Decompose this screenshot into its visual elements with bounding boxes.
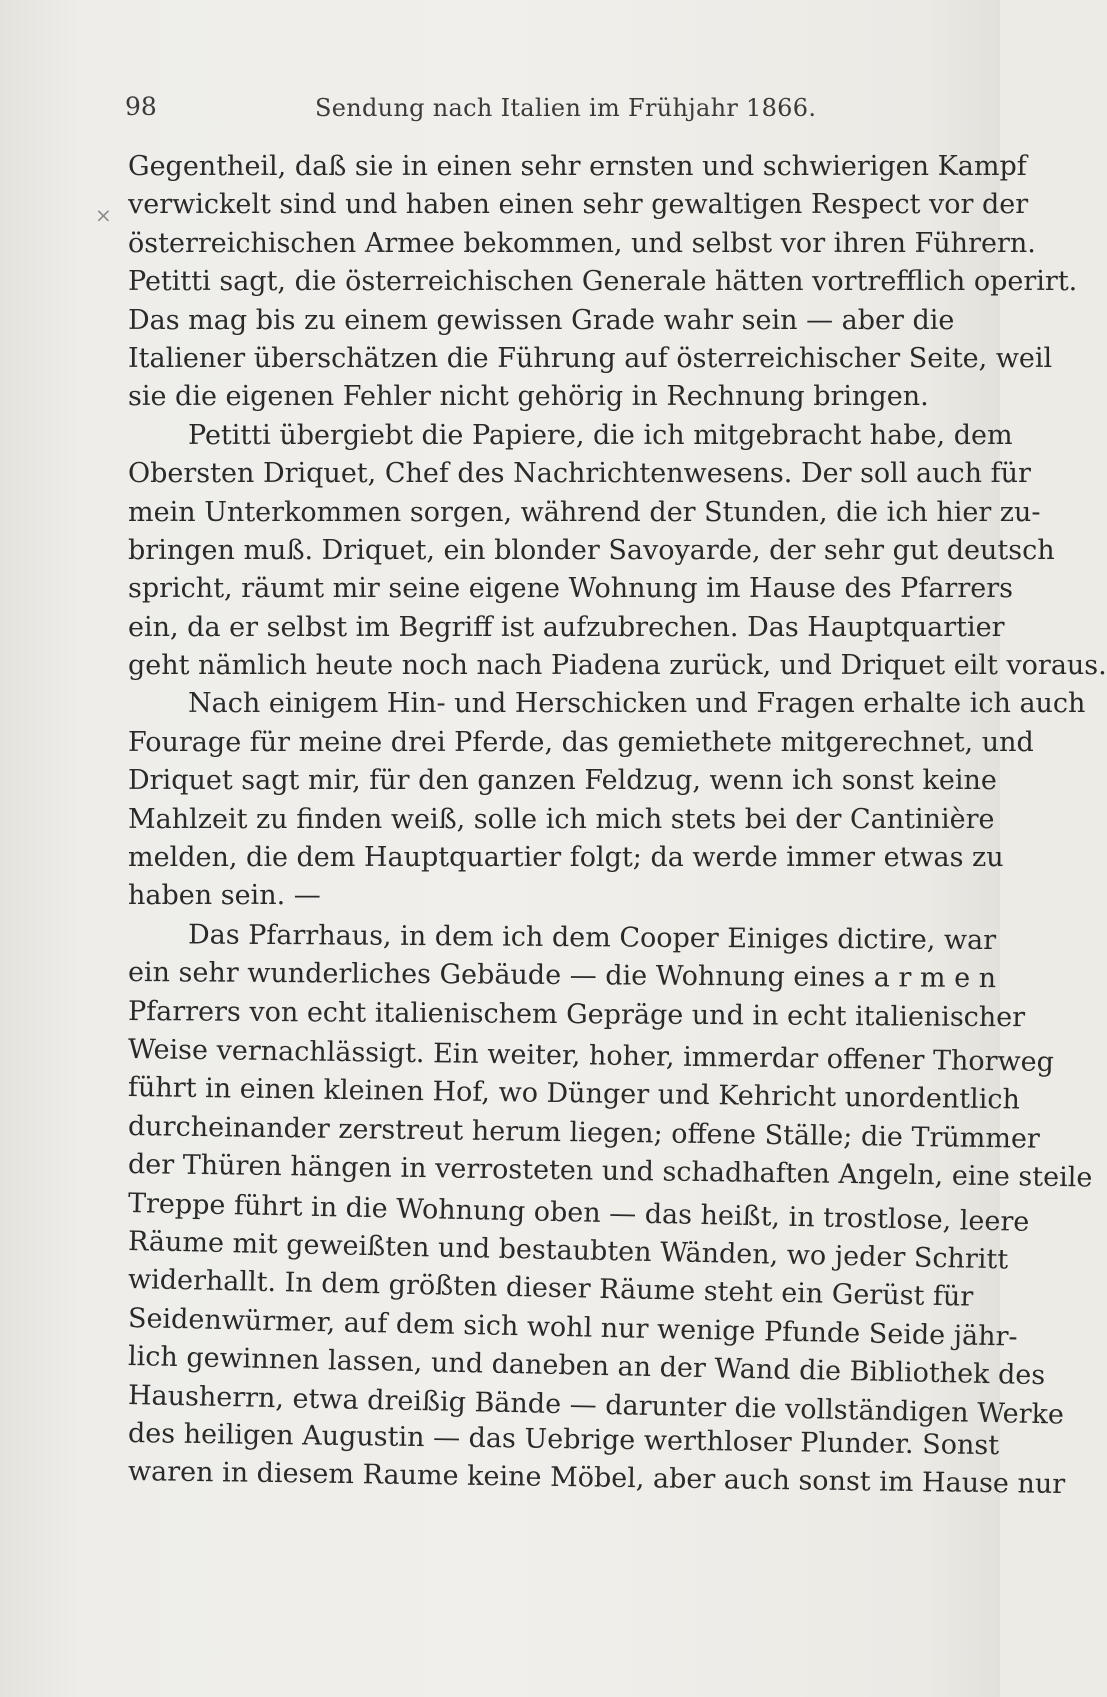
- margin-mark: ×: [95, 203, 112, 227]
- text-line: geht nämlich heute noch nach Piadena zurück, und Driquet eilt voraus.: [128, 650, 1107, 682]
- text-line: Seidenwürmer, auf dem sich wohl nur wenige Pfunde Seide jähr-: [127, 1302, 1018, 1353]
- text-line: durcheinander zerstreut herum liegen; offene Ställe; die Trümmer: [127, 1110, 1041, 1155]
- text-line: waren in diesem Raume keine Möbel, aber auch sonst im Hause nur: [127, 1456, 1066, 1501]
- text-line: bringen muß. Driquet, ein blonder Savoyarde, der sehr gut deutsch: [128, 534, 1055, 566]
- text-line: Petitti sagt, die österreichischen Generale hätten vortrefflich operirt.: [128, 266, 1078, 298]
- text-line: Driquet sagt mir, für den ganzen Feldzug, wenn ich sonst keine: [128, 765, 997, 797]
- text-line: führt in einen kleinen Hof, wo Dünger und Kehricht unordentlich: [127, 1072, 1021, 1116]
- text-line: Obersten Driquet, Chef des Nachrichtenwesens. Der soll auch für: [128, 458, 1031, 490]
- text-line: Das mag bis zu einem gewissen Grade wahr sein — aber die: [128, 304, 955, 336]
- text-line: der Thüren hängen in verrosteten und schadhaften Angeln, eine steile: [127, 1149, 1093, 1194]
- text-line: Gegentheil, daß sie in einen sehr ernsten und schwierigen Kampf: [128, 151, 1027, 182]
- text-line: Nach einigem Hin- und Herschicken und Fragen erhalte ich auch: [188, 688, 1086, 720]
- text-line: sie die eigenen Fehler nicht gehörig in Rechnung bringen.: [128, 381, 929, 413]
- text-line: Räume mit geweißten und bestaubten Wänden, wo jeder Schritt: [127, 1225, 1009, 1276]
- running-head: Sendung nach Italien im Frühjahr 1866.: [315, 94, 817, 122]
- text-line: Pfarrers von echt italienischem Gepräge und in echt italienischer: [127, 995, 1026, 1033]
- text-line: melden, die dem Hauptquartier folgt; da werde immer etwas zu: [128, 842, 1004, 874]
- text-line: Hausherrn, etwa dreißig Bände — darunter die vollständigen Werke: [127, 1379, 1065, 1431]
- text-line: widerhallt. In dem größten dieser Räume steht ein Gerüst für: [127, 1264, 974, 1314]
- page-number: 98: [125, 92, 157, 121]
- text-line: Treppe führt in die Wohnung oben — das heißt, in trostlose, leere: [127, 1187, 1030, 1238]
- text-line: haben sein. —: [128, 880, 321, 912]
- page-header: [125, 92, 960, 132]
- text-line: ein sehr wunderliches Gebäude — die Wohnung eines a r m e n: [127, 957, 997, 995]
- text-line: österreichischen Armee bekommen, und selbst vor ihren Führern.: [128, 227, 1036, 259]
- text-line: Weise vernachlässigt. Ein weiter, hoher, immerdar offener Thorweg: [127, 1033, 1055, 1078]
- text-line: ein, da er selbst im Begriff ist aufzubrechen. Das Hauptquartier: [128, 611, 1005, 643]
- text-line: mein Unterkommen sorgen, während der Stunden, die ich hier zu-: [128, 496, 1041, 528]
- text-line: Das Pfarrhaus, in dem ich dem Cooper Einiges dictire, war: [187, 919, 997, 956]
- text-line: des heiligen Augustin — das Uebrige werthloser Plunder. Sonst: [127, 1417, 1000, 1462]
- body-text: [127, 148, 1107, 1501]
- text-line: spricht, räumt mir seine eigene Wohnung im Hause des Pfarrers: [128, 573, 1013, 605]
- text-line: Petitti übergiebt die Papiere, die ich mitgebracht habe, dem: [188, 419, 1013, 451]
- text-line: Fourage für meine drei Pferde, das gemiethete mitgerechnet, und: [128, 726, 1034, 758]
- text-line: Mahlzeit zu finden weiß, solle ich mich stets bei der Cantinière: [128, 803, 995, 835]
- text-line: verwickelt sind und haben einen sehr gewaltigen Respect vor der: [128, 189, 1029, 221]
- text-line: Italiener überschätzen die Führung auf österreichischer Seite, weil: [128, 342, 1053, 374]
- text-line: lich gewinnen lassen, und daneben an der Wand die Bibliothek des: [127, 1341, 1046, 1392]
